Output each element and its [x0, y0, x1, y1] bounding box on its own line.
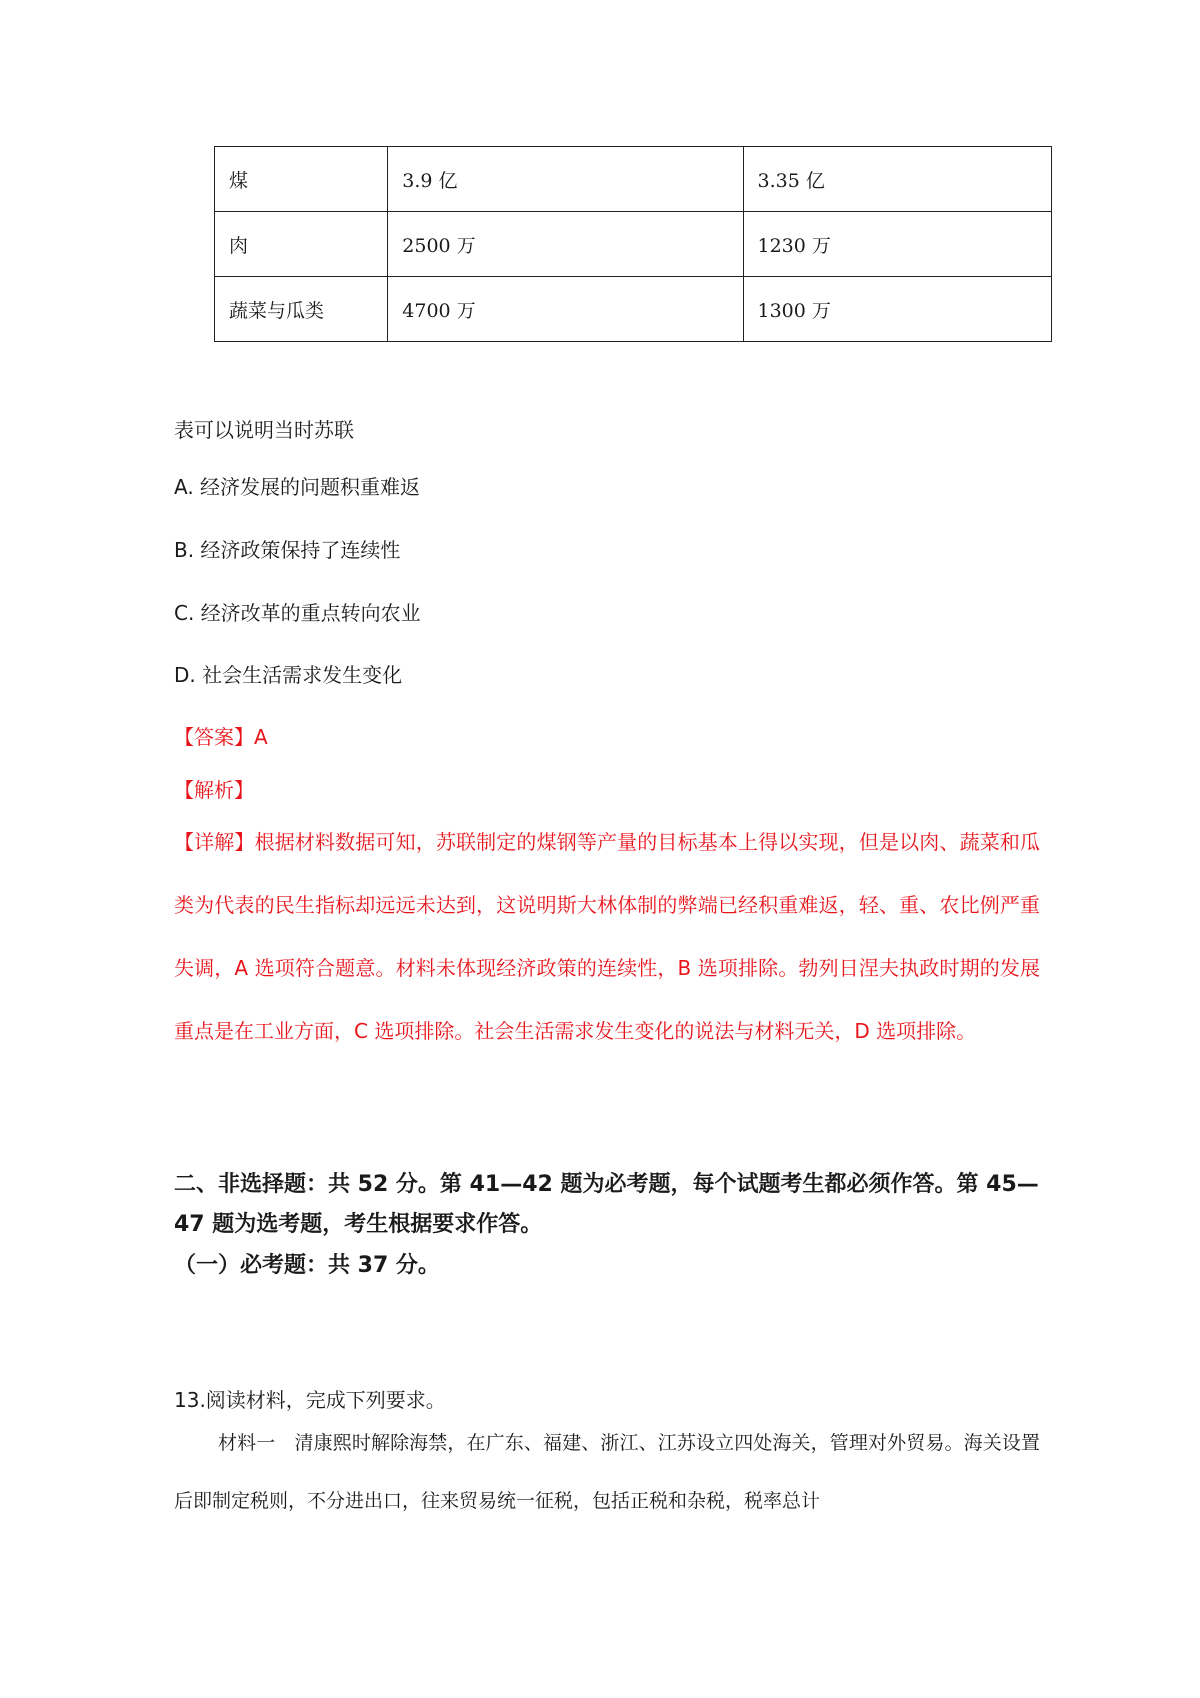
table-row	[215, 277, 1052, 342]
table-cell: 蔬菜与瓜类	[215, 277, 388, 342]
question-13-title: 13.阅读材料，完成下列要求。	[174, 1388, 446, 1412]
table-cell: 煤	[215, 147, 388, 212]
table-cell: 肉	[215, 212, 388, 277]
table-row	[215, 212, 1052, 277]
table-cell: 4700 万	[388, 277, 743, 342]
table-cell: 3.9 亿	[388, 147, 743, 212]
table-row	[215, 147, 1052, 212]
table-cell: 1300 万	[743, 277, 1052, 342]
option-d: D. 社会生活需求发生变化	[174, 663, 403, 687]
section-subheading: （一）必考题：共 37 分。	[174, 1253, 440, 1278]
material-one: 材料一 清康熙时解除海禁，在广东、福建、浙江、江苏设立四处海关，管理对外贸易。海关设置后即制定税则，不分进出口，往来贸易统一征税，包括正税和杂税，税率总计	[174, 1432, 1040, 1512]
question-stem: 表可以说明当时苏联	[174, 418, 354, 442]
option-b: B. 经济政策保持了连续性	[174, 538, 401, 562]
answer-label: 【答案】A	[174, 725, 268, 749]
explanation-text: 【详解】根据材料数据可知，苏联制定的煤钢等产量的目标基本上得以实现，但是以肉、蔬菜和瓜类为代表的民生指标却远远未达到，这说明斯大林体制的弊端已经积重难返，轻、重、农比例严重失调，A 选项符合题意。材料未体现经济政策的连续性，B 选项排除。勃列日涅夫执政时期的发展重点是在工业方面，C 选项排除。社会生活需求发生变化的说法与材料无关，D 选项排除。	[174, 830, 1040, 1043]
production-table	[214, 146, 1052, 342]
table-cell: 1230 万	[743, 212, 1052, 277]
table-cell: 3.35 亿	[743, 147, 1052, 212]
option-a: A. 经济发展的问题积重难返	[174, 475, 421, 499]
option-c: C. 经济改革的重点转向农业	[174, 601, 421, 625]
section-heading: 二、非选择题：共 52 分。第 41—42 题为必考题，每个试题考生都必须作答。第 45—47 题为选考题，考生根据要求作答。	[174, 1172, 1039, 1237]
table-cell: 2500 万	[388, 212, 743, 277]
analysis-label: 【解析】	[174, 778, 254, 802]
